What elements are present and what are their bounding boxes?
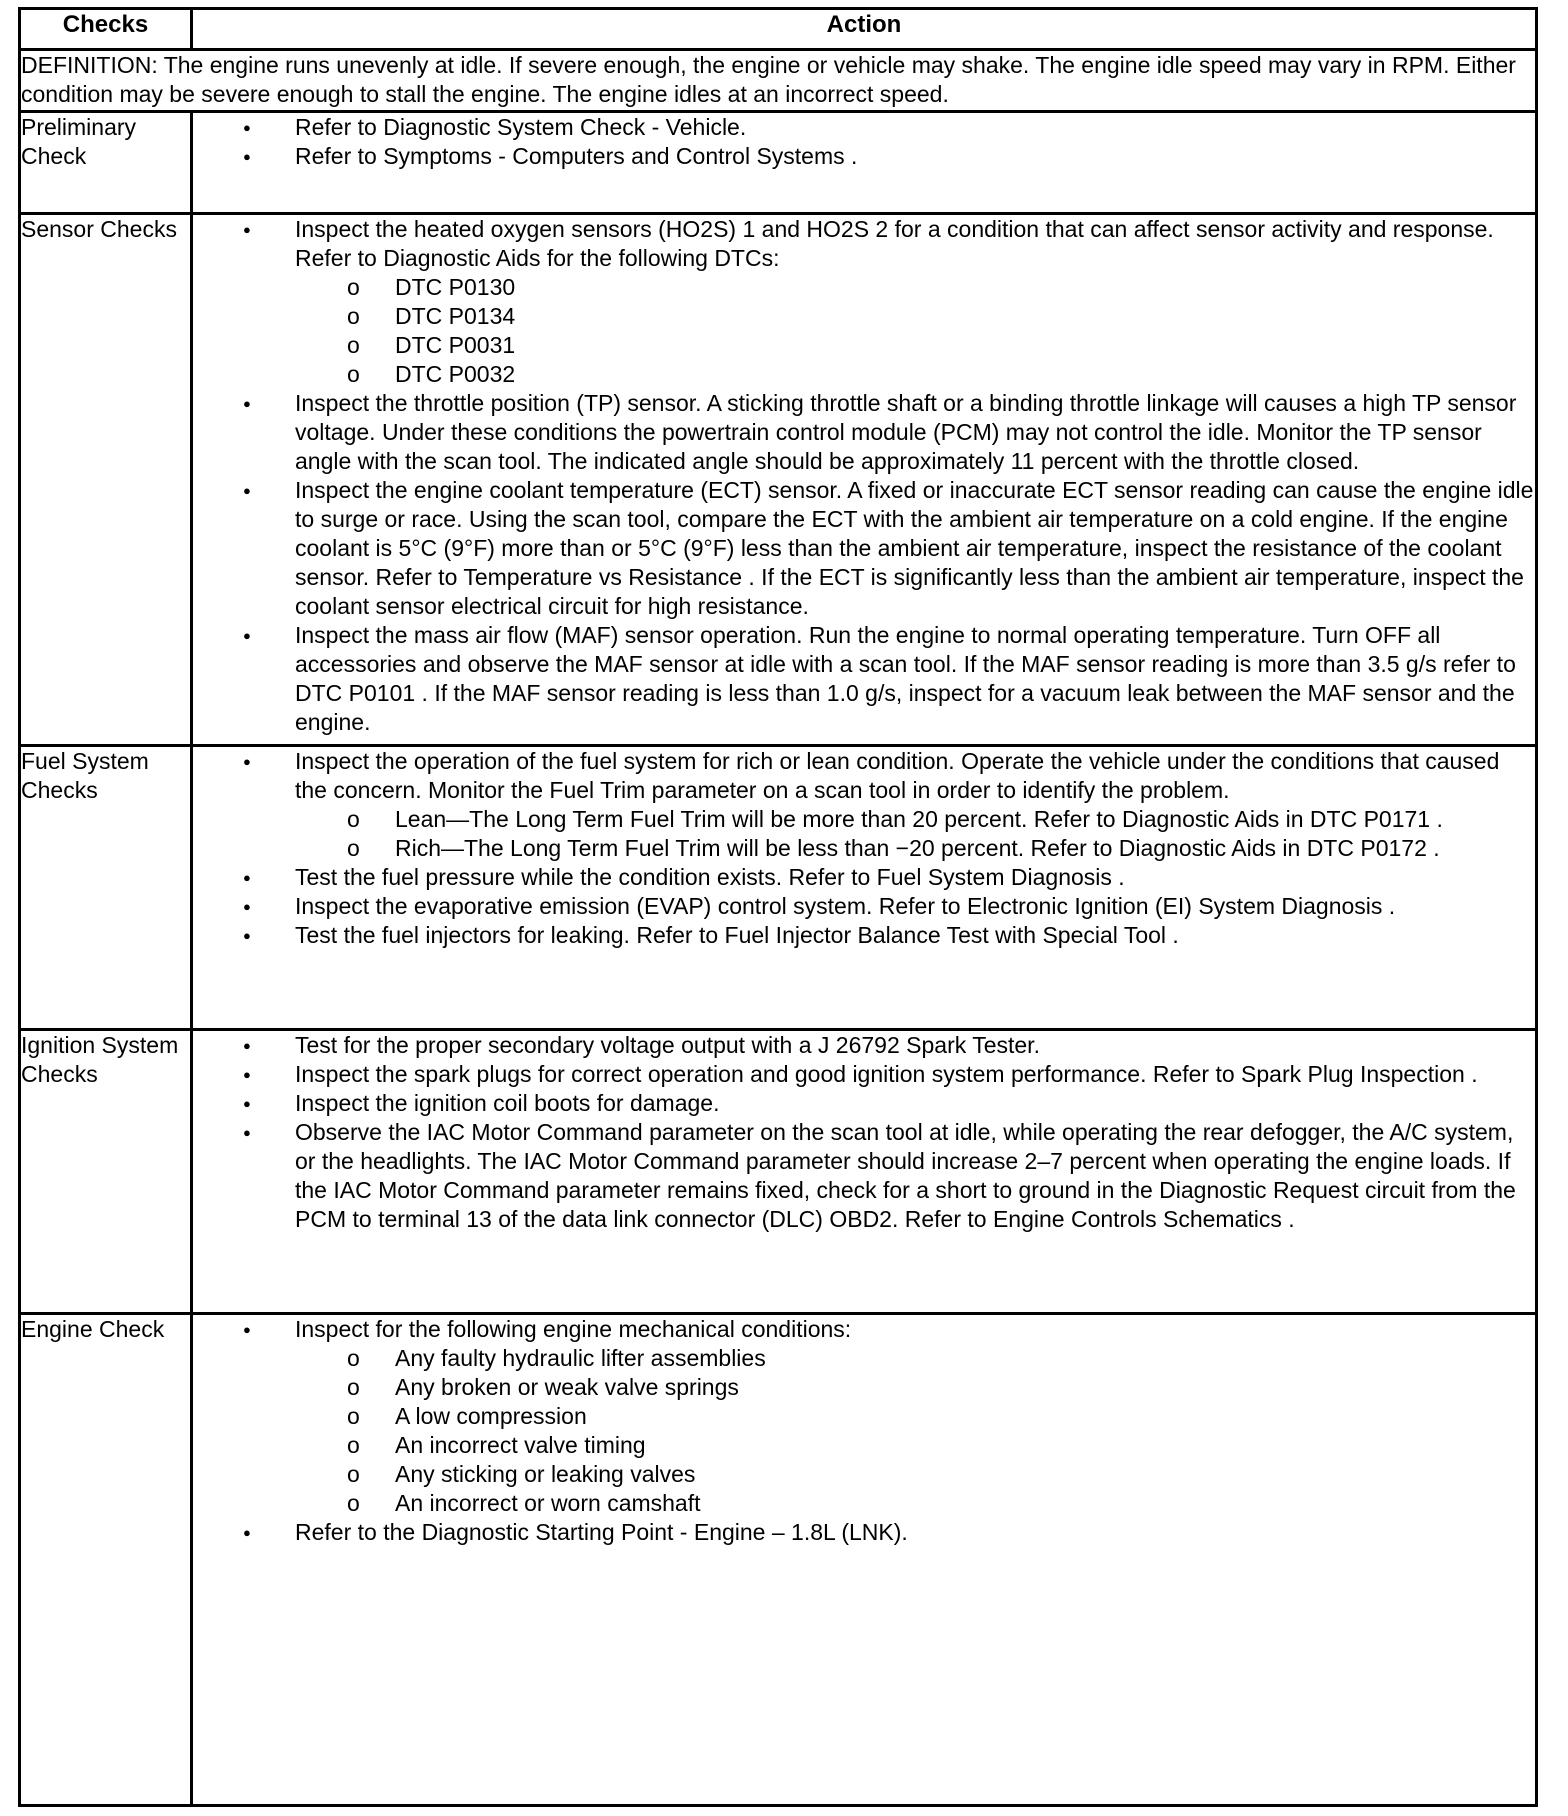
bullet-item: ● Inspect the evaporative emission (EVAP) control system. Refer to Electronic Ignition (EI) System Diagnosis . [295,892,1535,921]
sub-item: o An incorrect valve timing [395,1431,1535,1460]
sensor-actions [192,214,1537,746]
bullet-item: ● Inspect the throttle position (TP) sensor. A sticking throttle shaft or a binding throttle linkage will causes a high TP sensor voltage. Under these conditions the powertrain control module (PCM) may not control the idle. Monitor the TP sensor angle with the scan tool. The indicated angle should be approximately 11 percent with the throttle closed. [295,389,1535,476]
bullet-item: ● Test the fuel injectors for leaking. Refer to Fuel Injector Balance Test with Special Tool . [295,921,1535,950]
bullet-item: ● Observe the IAC Motor Command parameter on the scan tool at idle, while operating the rear defogger, the A/C system, or the headlights. The IAC Motor Command parameter should increase 2–7 percent when operating the engine loads. If the IAC Motor Command parameter remains fixed, check for a short to ground in the Diagnostic Request circuit from the PCM to terminal 13 of the data link connector (DLC) OBD2. Refer to Engine Controls Schematics . [295,1118,1535,1234]
bullet-item: ● Inspect the spark plugs for correct operation and good ignition system performance. Refer to Spark Plug Inspection . [295,1060,1535,1089]
fuel-row [20,746,1537,1030]
bullet-item: ● Test for the proper secondary voltage output with a J 26792 Spark Tester. [295,1031,1535,1060]
preliminary-actions [192,112,1537,214]
bullet-item: ● Refer to Symptoms - Computers and Control Systems . [295,142,1535,171]
sub-item: o Rich—The Long Term Fuel Trim will be less than −20 percent. Refer to Diagnostic Aids in DTC P0172 . [395,834,1535,863]
definition-row [20,50,1537,112]
definition-text: DEFINITION: The engine runs unevenly at idle. If severe enough, the engine or vehicle may shake. The engine idle speed may vary in RPM. Either condition may be severe enough to stall the engine. The engine idles at an incorrect speed. [20,50,1537,112]
ignition-row [20,1030,1537,1314]
action-header: Action [192,9,1537,50]
ignition-label: Ignition System Checks [20,1030,192,1314]
bullet-item [295,747,1535,863]
bullet-item [295,215,1535,389]
sub-item: o An incorrect or worn camshaft [395,1489,1535,1518]
bullet-item: ● Inspect the ignition coil boots for damage. [295,1089,1535,1118]
ignition-actions [192,1030,1537,1314]
engine-row [20,1314,1537,1806]
preliminary-label: Preliminary Check [20,112,192,214]
bullet-text: Inspect the operation of the fuel system for rich or lean condition. Operate the vehicle under the conditions that caused the concern. Monitor the Fuel Trim parameter on a scan tool in order to identify the problem. [295,748,1500,803]
engine-label: Engine Check [20,1314,192,1806]
bullet-item: ● Refer to Diagnostic System Check - Vehicle. [295,113,1535,142]
sub-item: o DTC P0134 [395,302,1535,331]
sub-item: o Any sticking or leaking valves [395,1460,1535,1489]
sub-item: o Any faulty hydraulic lifter assemblies [395,1344,1535,1373]
diagnostic-table [18,7,1538,1807]
engine-actions [192,1314,1537,1806]
fuel-label: Fuel System Checks [20,746,192,1030]
preliminary-row [20,112,1537,214]
sensor-label: Sensor Checks [20,214,192,746]
fuel-actions [192,746,1537,1030]
sub-item: o DTC P0130 [395,273,1535,302]
bullet-item: ● Inspect the mass air flow (MAF) sensor operation. Run the engine to normal operating temperature. Turn OFF all accessories and observe the MAF sensor at idle with a scan tool. If the MAF sensor reading is more than 3.5 g/s refer to DTC P0101 . If the MAF sensor reading is less than 1.0 g/s, inspect for a vacuum leak between the MAF sensor and the engine. [295,621,1535,737]
sub-item: o DTC P0031 [395,331,1535,360]
sub-item: o Any broken or weak valve springs [395,1373,1535,1402]
sub-item: o Lean—The Long Term Fuel Trim will be more than 20 percent. Refer to Diagnostic Aids in DTC P0171 . [395,805,1535,834]
sensor-row [20,214,1537,746]
bullet-item: ● Refer to the Diagnostic Starting Point - Engine – 1.8L (LNK). [295,1518,1535,1547]
bullet-text: Inspect for the following engine mechanical conditions: [295,1316,852,1342]
header-row [20,9,1537,50]
bullet-item: ● Test the fuel pressure while the condition exists. Refer to Fuel System Diagnosis . [295,863,1535,892]
bullet-text: Inspect the heated oxygen sensors (HO2S) 1 and HO2S 2 for a condition that can affect sensor activity and response. Refer to Diagnostic Aids for the following DTCs: [295,216,1494,271]
sub-item: o A low compression [395,1402,1535,1431]
bullet-item [295,1315,1535,1518]
checks-header: Checks [20,9,192,50]
bullet-item: ● Inspect the engine coolant temperature (ECT) sensor. A fixed or inaccurate ECT sensor reading can cause the engine idle to surge or race. Using the scan tool, compare the ECT with the ambient air temperature on a cold engine. If the engine coolant is 5°C (9°F) more than or 5°C (9°F) less than the ambient air temperature, inspect the resistance of the coolant sensor. Refer to Temperature vs Resistance . If the ECT is significantly less than the ambient air temperature, inspect the coolant sensor electrical circuit for high resistance. [295,476,1535,621]
sub-item: o DTC P0032 [395,360,1535,389]
